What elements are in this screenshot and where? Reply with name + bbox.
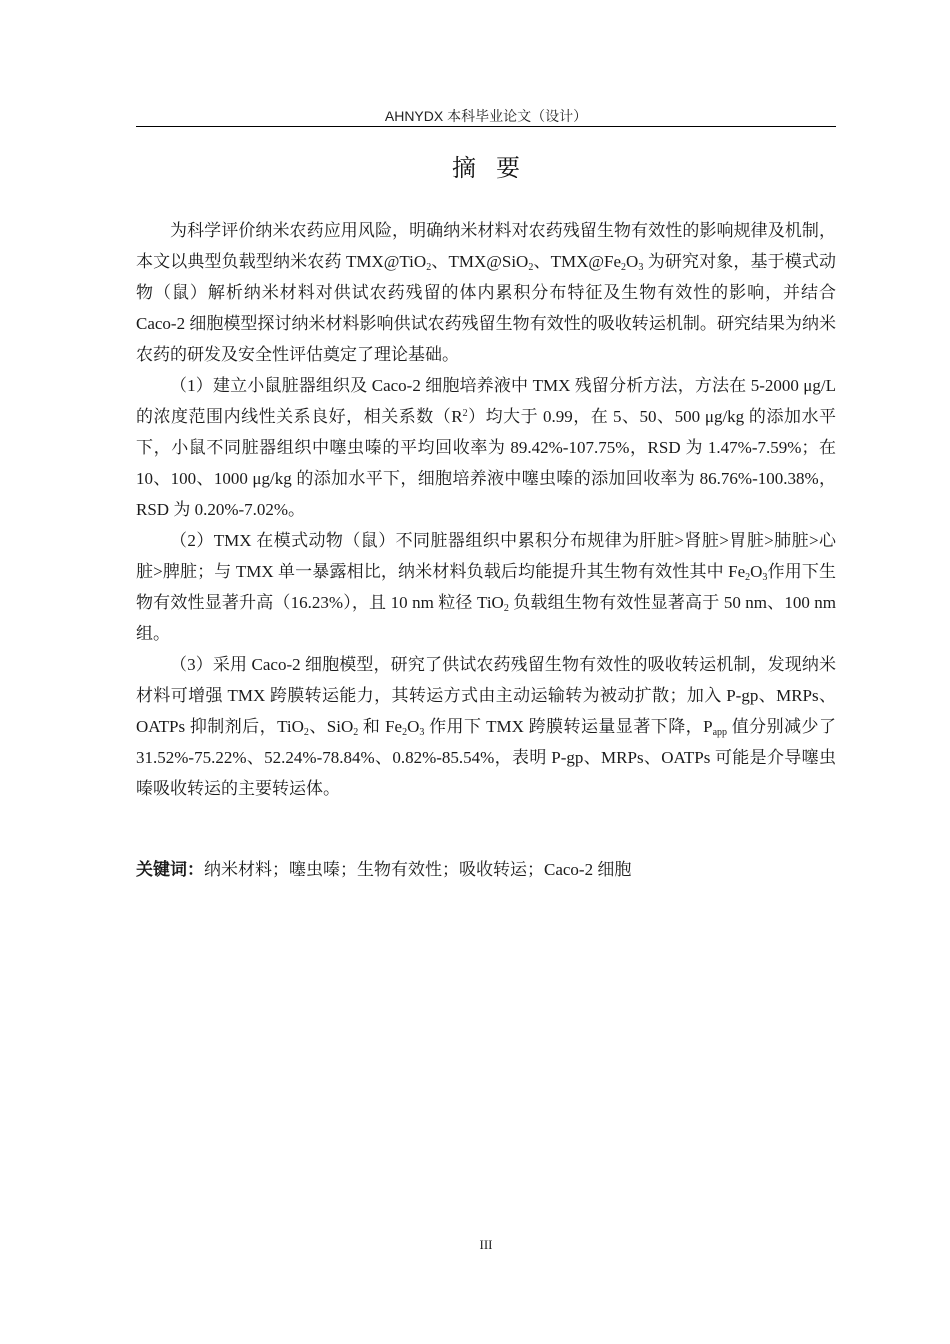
abstract-paragraph-2 (136, 525, 836, 649)
subscript: 2 (353, 727, 359, 738)
subscript: 2 (503, 603, 509, 614)
subscript: 2 (621, 262, 627, 273)
keywords-text: 纳米材料；噻虫嗪；生物有效性；吸收转运；Caco-2 细胞 (204, 860, 632, 879)
text-run: （2）TMX 在模式动物（鼠）不同脏器组织中累积分布规律为肝脏>肾脏>胃脏>肺脏>心脏>脾脏；与 TMX 单一暴露相比，纳米材料负载后均能提升其生物有效性其中 Fe (136, 531, 836, 581)
abstract-body (136, 215, 836, 804)
text-run: 值分别减少了 31.52%-75.22%、52.24%-78.84%、0.82%-85.54%，表明 P-gp、MRPs、OATPs 可能是介导噻虫嗪吸收转运的主要转运体。 (136, 717, 836, 798)
text-run: 作用下 TMX 跨膜转运量显著下降，P (424, 717, 713, 736)
subscript: 3 (419, 727, 425, 738)
page-number: III (479, 1237, 493, 1252)
subscript: 2 (426, 262, 432, 273)
text-run: （1）建立小鼠脏器组织及 Caco-2 细胞培养液中 TMX 残留分析方法，方法在 5-2000 μg/L 的浓度范围内线性关系良好，相关系数（R (136, 376, 836, 426)
text-run: 、TMX@SiO (431, 252, 529, 271)
abstract-paragraph-intro (136, 215, 836, 370)
subscript: 2 (745, 572, 751, 583)
subscript: 2 (528, 262, 534, 273)
text-run: O (626, 252, 639, 271)
header-divider (136, 126, 836, 127)
text-run: O (750, 562, 763, 581)
text-run: （3）采用 Caco-2 细胞模型，研究了供试农药残留生物有效性的吸收转运机制，发现纳米材料可增强 TMX 跨膜转运能力，其转运方式由主动运输转为被动扩散；加入 P-gp、MRPs、OATPs 抑制剂后，TiO (136, 655, 836, 736)
subscript: 3 (762, 572, 768, 583)
text-run: O (407, 717, 420, 736)
abstract-paragraph-1 (136, 370, 836, 525)
page-title: 摘要 (452, 154, 540, 182)
abstract-paragraph-3 (136, 649, 836, 804)
text-run: 和 Fe (358, 717, 403, 736)
keywords-label: 关键词： (136, 860, 204, 880)
running-header: AHNYDX 本科毕业论文（设计） (384, 108, 588, 124)
keywords-line (136, 855, 836, 885)
text-run: 负载组生物有效性显著高于 50 nm、100 nm 组。 (136, 593, 836, 643)
text-run: ）均大于 0.99，在 5、50、500 μg/kg 的添加水平下，小鼠不同脏器组织中噻虫嗪的平均回收率为 89.42%-107.75%，RSD 为 1.47%-7.59%；在 10、100、1000 μg/kg 的添加水平下，细胞培养液中噻虫嗪的添加回收率为 86.76%-100.38%，RSD 为 0.20%-7.02%。 (136, 407, 836, 519)
text-run: 作用下生物有效性显著升高（16.23%），且 10 nm 粒径 TiO (136, 562, 836, 612)
superscript: 2 (462, 408, 468, 419)
subscript: app (712, 727, 728, 738)
text-run: 为科学评价纳米农药应用风险，明确纳米材料对农药残留生物有效性的影响规律及机制，本文以典型负载型纳米农药 TMX@TiO (136, 221, 836, 271)
subscript: 2 (402, 727, 408, 738)
text-run: 、SiO (308, 717, 354, 736)
subscript: 3 (638, 262, 644, 273)
text-run: 、TMX@Fe (533, 252, 622, 271)
subscript: 2 (303, 727, 309, 738)
text-run: 为研究对象，基于模式动物（鼠）解析纳米材料对供试农药残留的体内累积分布特征及生物有效性的影响，并结合 Caco-2 细胞模型探讨纳米材料影响供试农药残留生物有效性的吸收转运机制。研究结果为纳米农药的研发及安全性评估奠定了理论基础。 (136, 252, 837, 364)
